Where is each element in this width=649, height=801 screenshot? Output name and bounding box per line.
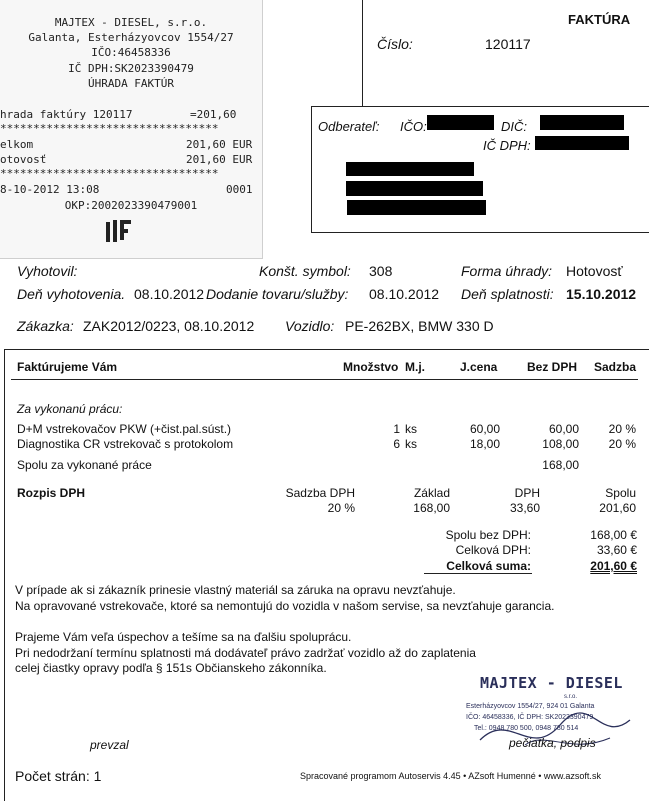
signature-icon — [470, 700, 640, 760]
receipt-total-label: elkom — [0, 138, 34, 151]
invoice-number: 120117 — [485, 36, 531, 52]
peciatka-label: pečiatka, podpis — [509, 736, 596, 750]
note-1-line-2: Na opravované vstrekovače, ktoré sa nemontujú do vozidla v našom servise, sa nevzťahuje garancia. — [15, 599, 555, 613]
konst-symbol-value: 308 — [369, 263, 393, 279]
row-1-price: 60,00 — [469, 422, 500, 436]
row-2-qty: 6 — [393, 437, 400, 451]
vat-title: Rozpis DPH — [17, 486, 86, 500]
redacted-icdph — [535, 136, 629, 150]
table-header-rate: Sadzba — [594, 360, 637, 374]
table-header-desc: Faktúrujeme Vám — [17, 360, 118, 374]
receipt-stars-2: ********************************* — [0, 167, 219, 180]
konst-symbol-label: Konšt. symbol: — [259, 263, 351, 279]
page-count: Počet strán: 1 — [15, 768, 102, 784]
redacted-city — [347, 200, 486, 215]
stamp-line-1: s.r.o. — [564, 694, 578, 700]
row-1-net: 60,00 — [548, 422, 579, 436]
subtotal-label: Spolu za vykonané práce — [17, 458, 152, 472]
receipt-company: MAJTEX - DIESEL, s.r.o. — [54, 16, 208, 29]
table-header-divider — [11, 379, 638, 380]
splatnost-label: Deň splatnosti: — [461, 286, 554, 302]
vat-header-rate: Sadzba DPH — [285, 486, 355, 500]
redacted-street — [346, 181, 483, 196]
den-vyhotovenia-label: Deň vyhotovenia. — [17, 286, 126, 302]
redacted-name — [346, 162, 474, 176]
row-2-unit: ks — [405, 437, 417, 451]
vat-dph: 33,60 — [509, 501, 540, 515]
receipt-address: Galanta, Esterházyovcov 1554/27 — [28, 31, 234, 44]
note-2-line-1: Prajeme Vám veľa úspechov a tešíme sa na ďalšiu spoluprácu. — [15, 630, 352, 644]
den-vyhotovenia-value: 08.10.2012 — [134, 286, 204, 302]
table-header-price: J.cena — [460, 360, 498, 374]
customer-icdph-label: IČ DPH: — [483, 138, 531, 153]
total-vat-label: Celková DPH: — [455, 543, 531, 557]
stamp-line-2: Esterházyovcov 1554/27, 924 01 Galanta — [466, 703, 595, 710]
row-2-net: 108,00 — [542, 437, 579, 451]
table-header-net: Bez DPH — [527, 360, 578, 374]
stamp-line-3: IČO: 46458336, IČ DPH: SK2023390479 — [466, 714, 594, 721]
row-2-rate: 20 % — [608, 437, 636, 451]
dodanie-value: 08.10.2012 — [369, 286, 440, 302]
total-vat-value: 33,60 € — [596, 543, 637, 557]
invoice-number-label: Číslo: — [377, 36, 413, 52]
receipt-okp: OKP:2002023390479001 — [64, 199, 198, 212]
customer-label: Odberateľ: — [318, 119, 380, 134]
subtotal-value: 168,00 — [542, 458, 579, 472]
customer-dic-label: DIČ: — [501, 119, 527, 134]
row-2-desc: Diagnostika CR vstrekovač s protokolom — [17, 437, 234, 451]
dodanie-label: Dodanie tovaru/služby: — [206, 286, 349, 302]
receipt-line-item: hrada faktúry 120117 — [0, 108, 133, 121]
row-1-qty: 1 — [393, 422, 400, 436]
vat-header-total: Spolu — [605, 486, 636, 500]
note-2-line-2: Pri nedodržaní termínu splatnosti má dodávateľ právo zadržať vozidlo až do zaplatenia — [15, 646, 476, 660]
stamp-line-4: Tel.: 0948 780 500, 0948 780 514 — [474, 725, 579, 732]
row-1-desc: D+M vstrekovačov PKW (+čist.pal.súst.) — [17, 422, 232, 436]
vat-header-base: Základ — [413, 486, 450, 500]
software-credit: Spracované programom Autoservis 4.45 • AZsoft Humenné • www.azsoft.sk — [300, 771, 601, 781]
redacted-dic — [540, 115, 624, 130]
note-2-line-3: celej čiastky opravy podľa § 151s Občianskeho zákonníka. — [15, 661, 327, 675]
vozidlo-label: Vozidlo: — [285, 318, 335, 334]
receipt-line-amount: =201,60 — [190, 108, 237, 121]
redacted-ico — [427, 115, 494, 130]
forma-uhrady-label: Forma úhrady: — [461, 263, 553, 279]
row-1-rate: 20 % — [608, 422, 636, 436]
note-1-line-1: V prípade ak si zákazník prinesie vlastný materiál sa záruka na opravu nevzťahuje. — [15, 583, 456, 597]
vozidlo-value: PE-262BX, BMW 330 D — [345, 318, 494, 334]
forma-uhrady-value: Hotovosť — [566, 263, 623, 279]
total-net-value: 168,00 € — [590, 528, 637, 542]
vat-total: 201,60 — [599, 501, 636, 515]
table-header-unit: M.j. — [405, 360, 425, 374]
receipt-title: ÚHRADA FAKTÚR — [87, 77, 175, 90]
receipt-number: 0001 — [226, 183, 253, 196]
total-net-label: Spolu bez DPH: — [445, 528, 531, 542]
receipt-icdph: IČ DPH:SK2023390479 — [68, 62, 194, 75]
row-2-price: 18,00 — [469, 437, 500, 451]
prevzal-label: prevzal — [90, 738, 129, 752]
row-1-unit: ks — [405, 422, 417, 436]
invoice-title: FAKTÚRA — [568, 12, 631, 27]
receipt-cash-value: 201,60 EUR — [186, 153, 253, 166]
vat-base: 168,00 — [413, 501, 450, 515]
receipt-total-value: 201,60 EUR — [186, 138, 253, 151]
table-header-qty: Množstvo — [343, 360, 399, 374]
receipt-cash-label: otovosť — [0, 153, 47, 166]
total-sum-value: 201,60 € — [590, 559, 637, 573]
zakazka-label: Zákazka: — [17, 318, 74, 334]
vat-header-dph: DPH — [514, 486, 540, 500]
receipt-stars: ********************************* — [0, 122, 219, 135]
section-label: Za vykonanú prácu: — [17, 402, 123, 416]
stamp-name: MAJTEX - DIESEL — [480, 674, 623, 692]
total-sum-underline — [424, 573, 532, 574]
vat-rate: 20 % — [327, 501, 355, 515]
receipt-logo-icon — [104, 218, 134, 244]
zakazka-value: ZAK2012/0223, 08.10.2012 — [83, 318, 255, 334]
customer-ico-label: IČO: — [400, 119, 427, 134]
receipt-datetime: 8-10-2012 13:08 — [0, 183, 100, 196]
total-sum-label: Celková suma: — [446, 559, 531, 573]
receipt-ico: IČO:46458336 — [91, 46, 171, 59]
receipt — [0, 0, 263, 259]
vyhotovil-label: Vyhotovil: — [17, 263, 78, 279]
splatnost-value: 15.10.2012 — [566, 286, 637, 302]
